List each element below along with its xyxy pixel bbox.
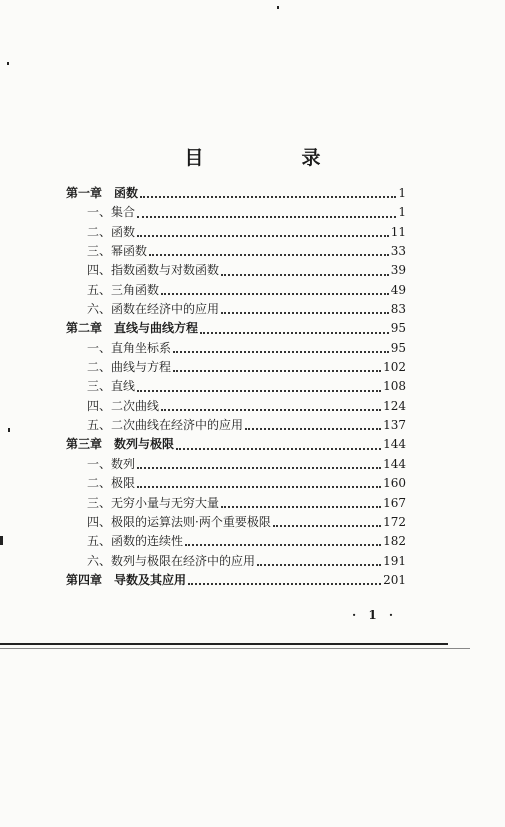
toc-entry-page: 144 [383,456,406,471]
toc-entry-page: 1 [398,186,406,200]
toc-entry-number: 六、 [87,302,112,317]
toc-entry-title: 极限的运算法则·两个重要极限 [111,514,271,529]
toc-entry-number: 六、 [87,553,112,568]
dot-leader [140,195,396,198]
toc-entry-title: 指数函数与对数函数 [111,263,220,278]
toc-entry-number: 一、 [87,205,112,220]
toc-chapter-row [66,571,406,590]
dot-leader [137,215,396,218]
toc-entry-title: 函数 [111,224,136,239]
toc-section-row [66,397,406,416]
toc-entry-title: 直线 [111,379,136,394]
toc-entry-title: 函数的连续性 [111,534,184,549]
toc-entry-number: 第一章 [66,186,103,200]
toc-section-row [66,474,406,493]
toc-entry-title: 数列与极限在经济中的应用 [111,553,256,568]
dot-leader [245,427,381,430]
toc-entry-page: 172 [383,514,406,529]
toc-entry-number: 四、 [87,263,112,278]
scan-speck [8,428,10,432]
dot-leader [161,292,389,295]
toc-entry-number: 四、 [87,398,112,413]
toc-entry-page: 144 [383,437,406,452]
toc-entry-number: 第三章 [66,437,103,452]
toc-entry-number: 第四章 [66,572,103,587]
dot-leader [221,311,389,314]
dot-leader [185,543,381,546]
dot-leader [200,331,389,334]
toc-entry-title: 函数在经济中的应用 [111,302,220,317]
dot-leader [173,369,381,372]
toc-entry-page: 182 [383,534,406,549]
toc-section-row [66,203,406,222]
toc-entry-number: 五、 [87,418,112,433]
toc-section-row [66,242,406,261]
dot-leader [221,273,389,276]
toc-entry-number: 二、 [87,224,112,239]
toc-entry-page: 33 [390,244,406,259]
toc-section-row [66,339,406,358]
page-title: 目 录 [184,147,341,169]
toc-entry-title: 曲线与方程 [111,360,172,375]
dot-leader [273,524,381,527]
toc-entry-title: 数列 [111,456,136,471]
toc-entry-number: 三、 [87,495,112,510]
scan-speck [277,6,279,9]
dot-leader [137,389,381,392]
toc-section-row [66,552,406,571]
scan-speck [0,536,3,545]
dot-leader [221,505,381,508]
dot-leader [173,350,389,353]
toc-entry-page: 191 [383,553,406,568]
toc-entry-page: 39 [390,263,406,278]
toc-entry-title: 直线与曲线方程 [114,321,199,336]
toc-entry-title: 集合 [111,205,136,220]
toc-section-row [66,377,406,396]
toc-entry-page: 137 [383,418,406,433]
toc-entry-number: 第二章 [66,321,103,336]
scan-speck [7,62,9,65]
toc-entry-title: 二次曲线 [111,398,160,413]
toc-entry-title: 函数 [114,186,139,200]
dot-leader [149,253,389,256]
toc-entry-number: 一、 [87,340,112,355]
toc-entry-page: 11 [390,224,406,239]
dot-leader [188,582,381,585]
toc-entry-title: 无穷小量与无穷大量 [111,495,220,510]
dot-leader [161,408,381,411]
table-of-contents [66,184,406,590]
dot-leader [176,447,381,450]
toc-entry-number: 五、 [87,534,112,549]
toc-entry-title: 二次曲线在经济中的应用 [111,418,244,433]
toc-entry-page: 167 [383,495,406,510]
dot-leader [137,466,381,469]
toc-entry-page: 201 [383,572,406,587]
toc-chapter-row [66,319,406,338]
dot-leader [257,563,381,566]
toc-section-row [66,494,406,513]
toc-section-row [66,416,406,435]
dot-leader [137,485,381,488]
toc-entry-title: 直角坐标系 [111,340,172,355]
toc-entry-page: 102 [383,360,406,375]
toc-entry-number: 三、 [87,379,112,394]
toc-entry-number: 四、 [87,514,112,529]
toc-section-row [66,455,406,474]
toc-section-row [66,513,406,532]
toc-entry-page: 83 [390,302,406,317]
toc-entry-page: 108 [383,379,406,394]
toc-entry-title: 三角函数 [111,282,160,297]
toc-section-row [66,300,406,319]
toc-entry-title: 幂函数 [111,244,148,259]
toc-entry-page: 1 [398,205,406,220]
toc-section-row [66,358,406,377]
toc-section-row [66,281,406,300]
toc-entry-number: 一、 [87,456,112,471]
toc-section-row [66,223,406,242]
toc-entry-page: 95 [390,340,406,355]
page-number: · 1 · [352,608,398,622]
toc-entry-page: 95 [390,321,406,336]
toc-chapter-row [66,184,406,203]
toc-entry-page: 124 [383,398,406,413]
dot-leader [137,234,389,237]
toc-entry-number: 三、 [87,244,112,259]
toc-chapter-row [66,435,406,454]
toc-entry-page: 49 [390,282,406,297]
toc-entry-number: 五、 [87,282,112,297]
bottom-rule [0,643,448,645]
toc-entry-page: 160 [383,476,406,491]
toc-entry-title: 数列与极限 [114,437,175,452]
toc-entry-title: 极限 [111,476,136,491]
toc-section-row [66,261,406,280]
bottom-rule-thin [0,648,470,649]
toc-entry-title: 导数及其应用 [114,572,187,587]
toc-section-row [66,532,406,551]
toc-entry-number: 二、 [87,476,112,491]
toc-entry-number: 二、 [87,360,112,375]
